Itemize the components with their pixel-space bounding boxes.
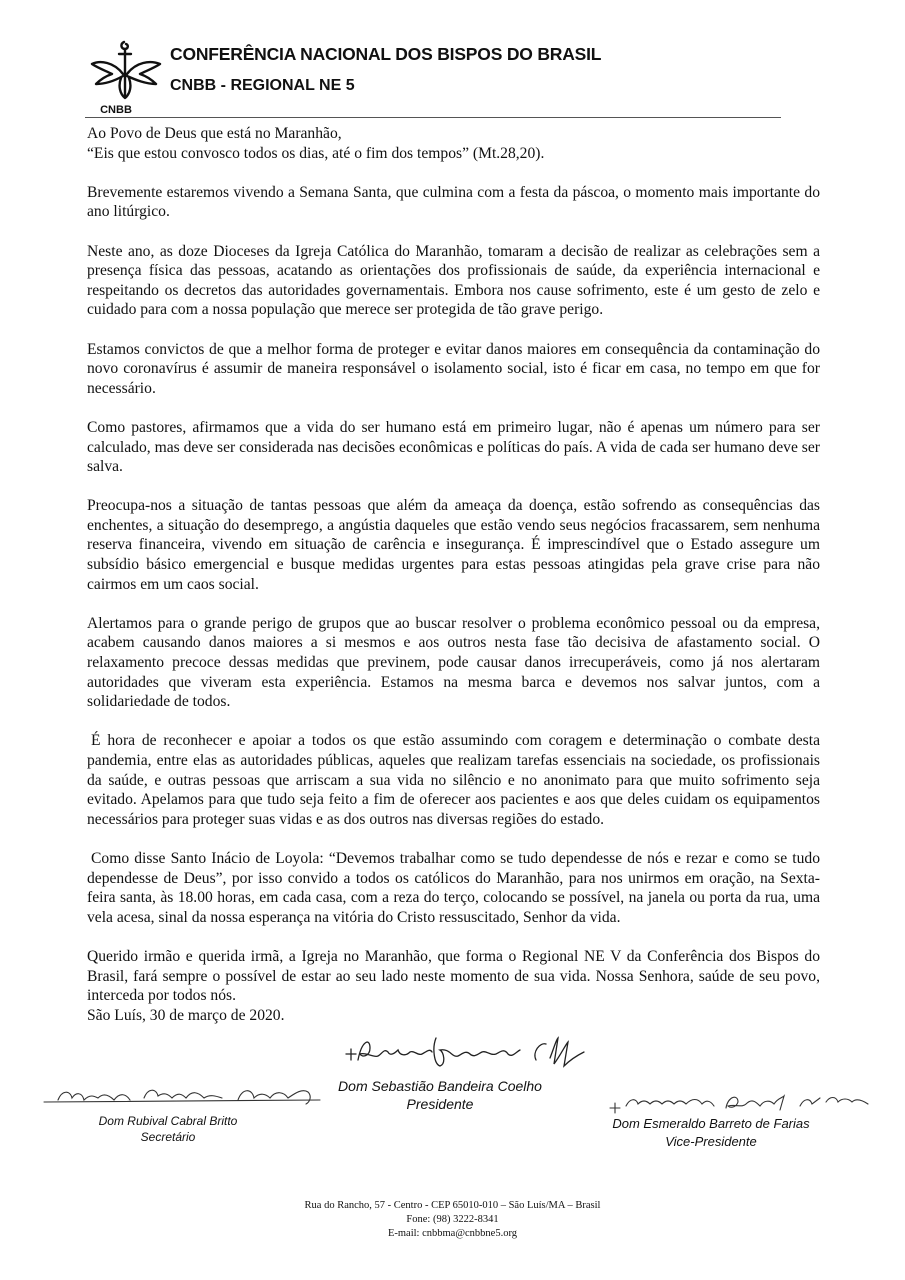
vice-president-signature-image [606, 1088, 876, 1116]
paragraph: Alertamos para o grande perigo de grupos que ao buscar resolver o problema econômico pessoal ou da empresa, acabem causando danos maiores a si mesmos e aos outros nesta fase tão decisiva de afastamento social. O relaxamento precoce dessas medidas que previnem, pode causar danos irrecuperáveis, como já nos alertaram autoridades que viveram esta experiência. Estamos na mesma barca e devemos nos salvar juntos, com a solidariedade de todos. [87, 614, 820, 711]
place-date: São Luís, 30 de março de 2020. [87, 1006, 285, 1024]
dove-cross-icon [88, 38, 164, 104]
organization-subtitle: CNBB - REGIONAL NE 5 [170, 77, 355, 94]
footer-address: Rua do Rancho, 57 - Centro - CEP 65010-010 – São Luís/MA – Brasil [304, 1200, 601, 1211]
salutation: Ao Povo de Deus que está no Maranhão, [87, 125, 342, 142]
footer-phone: Fone: (98) 3222-8341 [406, 1214, 499, 1225]
paragraph: Como disse Santo Inácio de Loyola: “Devemos trabalhar como se tudo dependesse de nós e rezar e como se tudo dependesse de Deus”, por isso convido a todos os católicos do Maranhão, para nos unirmos em oração, na Sexta-feira santa, às 18.00 horas, em cada casa, com a reza do terço, colocando se possível, na janela ou porta da rua, uma vela acesa, sinal da nossa esperança na vitória do Cristo ressuscitado, Senhor da vida. [87, 849, 820, 926]
vice-president-name: Dom Esmeraldo Barreto de Farias [612, 1116, 810, 1131]
vice-president-role: Vice-Presidente [665, 1134, 757, 1149]
epigraph: “Eis que estou convosco todos os dias, até o fim dos tempos” (Mt.28,20). [87, 144, 545, 162]
paragraph: É hora de reconhecer e apoiar a todos os que estão assumindo com coragem e determinação o combate desta pandemia, entre elas as autoridades públicas, aqueles que realizam tarefas essenciais na sociedade, os profissionais da saúde, e outras pessoas que arriscam a sua vida no silêncio e no anonimato para que muito sofrimento seja evitado. Apelamos para que tudo seja feito a fim de oferecer aos pacientes e aos que deles cuidam os equipamentos necessários para proteger suas vidas e as dos outros nas diversas regiões do estado. [87, 732, 820, 828]
cnbb-logo [88, 38, 164, 118]
letter-body [87, 124, 820, 1025]
president-name: Dom Sebastião Bandeira Coelho [338, 1078, 542, 1094]
paragraph: Brevemente estaremos vivendo a Semana Santa, que culmina com a festa da páscoa, o momento mais importante do ano litúrgico. [87, 183, 820, 221]
paragraph: Como pastores, afirmamos que a vida do ser humano está em primeiro lugar, não é apenas um número para ser calculado, mas deve ser considerada nas decisões econômicas e políticas do país. A vida de cada ser humano deve ser salva. [87, 418, 820, 476]
paragraph: Neste ano, as doze Dioceses da Igreja Católica do Maranhão, tomaram a decisão de realizar as celebrações sem a presença física das pessoas, acatando as orientações dos profissionais de saúde, da experiência internacional e respeitando os decretos das autoridades governamentais. Embora nos cause sofrimento, este é um gesto de zelo e cuidado para com a nossa população que merece ser protegida de tão grave perigo. [87, 242, 820, 319]
president-role: Presidente [406, 1096, 474, 1112]
paragraph: Estamos convictos de que a melhor forma de proteger e evitar danos maiores em consequência da contaminação do novo coronavírus é assumir de maneira responsável o isolamento social, isto é ficar em casa, no tempo em que for necessário. [87, 340, 820, 397]
secretary-role: Secretário [140, 1130, 196, 1144]
logo-label: CNBB [100, 104, 132, 116]
secretary-name: Dom Rubival Cabral Britto [98, 1114, 238, 1128]
organization-title: CONFERÊNCIA NACIONAL DOS BISPOS DO BRASIL [170, 44, 602, 64]
president-signature-image [340, 1030, 600, 1074]
secretary-signature-image [40, 1082, 325, 1112]
paragraph: Preocupa-nos a situação de tantas pessoas que além da ameaça da doença, estão sofrendo as consequências das enchentes, a situação do desemprego, a angústia daqueles que estão vendo seus negócios fracassarem, sem nenhuma reserva financeira, vivendo em situação de carência e insegurança. É imprescindível que o Estado assegure um subsídio básico emergencial e busque medidas urgentes para estas pessoas atingidas pela grave crise para não cairmos em um caos social. [87, 497, 820, 593]
header-divider [85, 117, 781, 118]
footer-email: E-mail: cnbbma@cnbbne5.org [387, 1228, 518, 1239]
closing-paragraph: Querido irmão e querida irmã, a Igreja no Maranhão, que forma o Regional NE V da Conferência dos Bispos do Brasil, fará sempre o possível de estar ao seu lado neste momento de sua vida. Nossa Senhora, saúde de seu povo, interceda por todos nós. [87, 947, 820, 1005]
